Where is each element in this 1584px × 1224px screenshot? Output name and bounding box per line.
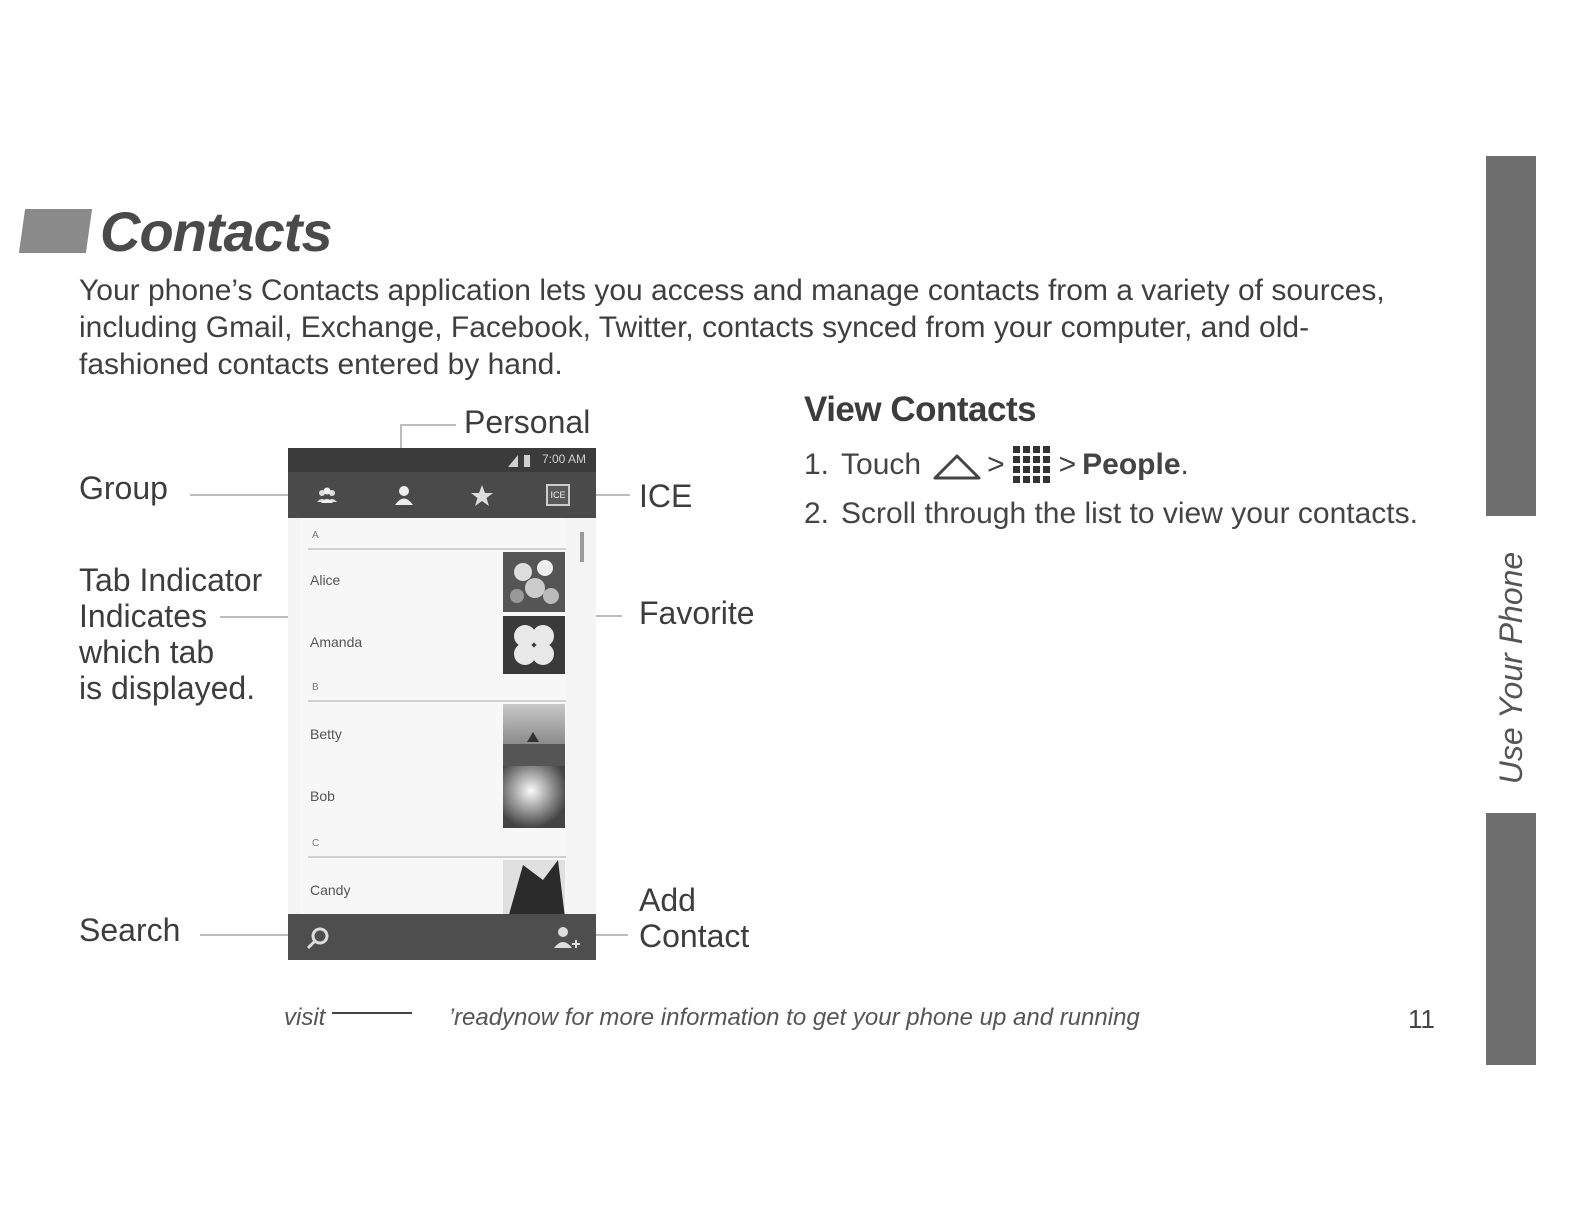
callout-tab-indicator-desc: Indicates xyxy=(79,598,208,634)
section-letter: C xyxy=(312,838,320,849)
section-divider xyxy=(308,856,566,858)
favorite-star-icon[interactable] xyxy=(469,482,495,508)
callout-favorite: Favorite xyxy=(639,595,755,631)
footer-link-text: ’readynow for more information to get your phone up and running xyxy=(448,1004,1140,1031)
step-separator: > xyxy=(1058,448,1077,481)
contact-photo-dark xyxy=(503,860,565,918)
footer-text xyxy=(284,1004,1140,1032)
step-text: Touch xyxy=(841,448,922,481)
step-target: People xyxy=(1082,448,1181,481)
side-tab-bottom xyxy=(1486,813,1536,1065)
section-divider xyxy=(308,700,566,702)
contact-list xyxy=(300,518,566,918)
bottom-action-bar xyxy=(288,914,596,960)
section-divider xyxy=(308,548,566,550)
scrollbar[interactable] xyxy=(580,532,584,562)
leader-line-personal xyxy=(400,424,456,426)
callout-add-contact: Add xyxy=(639,882,696,918)
side-tab-label: Use Your Phone xyxy=(1492,551,1529,785)
callout-search: Search xyxy=(79,912,181,948)
contact-name: Alice xyxy=(310,572,341,588)
apps-grid-icon xyxy=(1011,444,1053,486)
ice-tab-icon[interactable] xyxy=(546,484,570,506)
phone-screenshot xyxy=(288,448,596,960)
section-letter: B xyxy=(312,682,319,693)
home-icon xyxy=(931,448,983,482)
footer-redacted-url xyxy=(332,1012,412,1014)
callout-add-contact: Contact xyxy=(639,918,750,954)
status-bar xyxy=(288,448,596,472)
leader-line-search xyxy=(200,934,298,936)
step-number: 1. xyxy=(804,448,830,481)
callout-tab-indicator-desc: which tab xyxy=(79,634,215,670)
contact-photo-sea xyxy=(503,704,565,766)
step-1 xyxy=(804,444,1189,486)
side-tab-top xyxy=(1486,156,1536,516)
contacts-tab-bar xyxy=(288,472,596,518)
personal-tab-icon[interactable] xyxy=(391,482,417,508)
contact-name: Betty xyxy=(310,726,342,742)
add-contact-icon[interactable] xyxy=(552,924,580,952)
search-icon[interactable] xyxy=(304,924,332,952)
step-text: Scroll through the list to view your contacts. xyxy=(841,497,1418,530)
callout-group: Group xyxy=(79,470,168,506)
callout-ice: ICE xyxy=(639,478,693,514)
step-separator: > xyxy=(987,448,1005,481)
page-number: 11 xyxy=(1408,1004,1435,1034)
step-end: . xyxy=(1180,448,1189,481)
contact-name: Amanda xyxy=(310,634,363,650)
intro-paragraph: Your phone’s Contacts application lets you access and manage contacts from a variety of sources, including Gmail, Exchange, Facebook, Twitter, contacts synced from your computer, and old-fashioned contacts entered by hand. xyxy=(79,274,1385,381)
step-number: 2. xyxy=(804,497,830,530)
heading-marker xyxy=(19,209,92,253)
group-tab-icon[interactable] xyxy=(314,482,340,508)
contact-name: Bob xyxy=(310,788,335,804)
status-time: 7:00 AM xyxy=(541,452,586,466)
subsection-title: View Contacts xyxy=(804,390,1037,429)
contact-name: Candy xyxy=(310,882,351,898)
step-2 xyxy=(804,497,1418,531)
section-letter: A xyxy=(312,530,319,541)
contact-photo-clover xyxy=(503,616,565,674)
page-title: Contacts xyxy=(100,200,332,263)
footer-visit: visit xyxy=(284,1004,326,1031)
signal-battery-icon xyxy=(508,453,534,467)
contact-photo-flowers xyxy=(503,552,565,612)
ice-tab-label: ICE xyxy=(550,490,566,500)
callout-tab-indicator: Tab Indicator xyxy=(79,562,263,598)
callout-personal: Personal xyxy=(464,404,591,440)
contact-photo-sun xyxy=(503,766,565,828)
callout-tab-indicator-desc: is displayed. xyxy=(79,670,256,706)
